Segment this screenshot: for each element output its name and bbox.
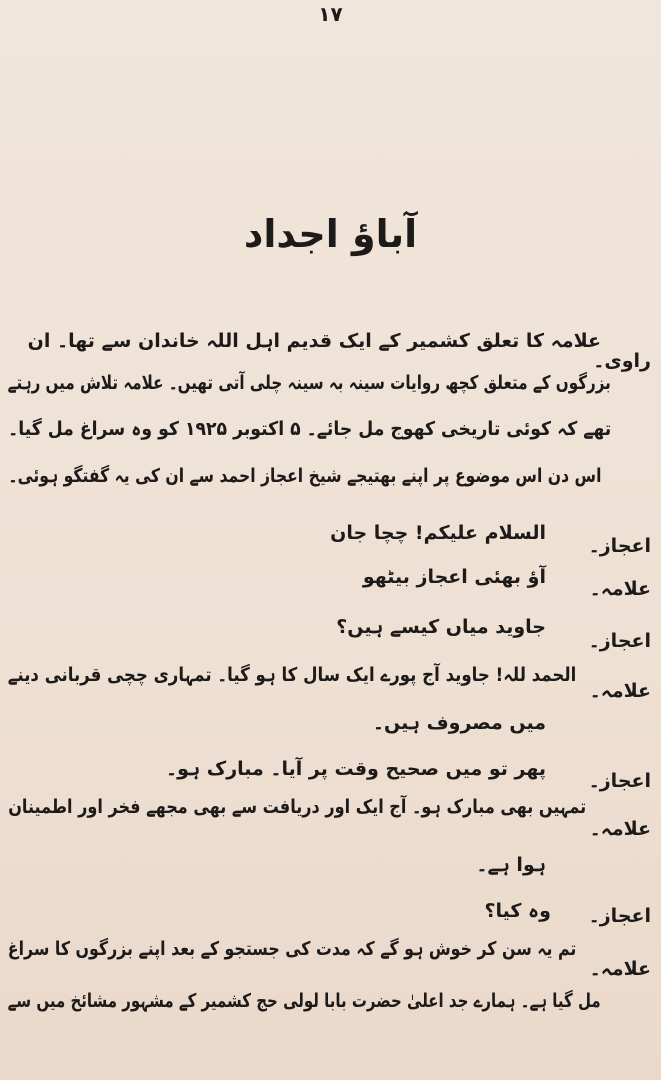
speaker-label: علامہ۔ — [589, 818, 651, 840]
page-number: ۱۷ — [318, 2, 343, 26]
speaker-label: اعجاز۔ — [588, 630, 651, 652]
dialogue-line: تم یہ سن کر خوش ہو گے کہ مدت کی جستجو کے بعد اپنے بزرگوں کا سراغ — [7, 938, 576, 960]
intro-line-4: اس دن اس موضوع پر اپنے بھتیجے شیخ اعجاز احمد سے ان کی یہ گفتگو ہوئی۔ — [7, 465, 601, 487]
dialogue-line: تمہیں بھی مبارک ہو۔ آج ایک اور دریافت سے بھی مجھے فخر اور اطمینان — [8, 796, 586, 818]
dialogue-line: میں مصروف ہیں۔ — [372, 712, 546, 734]
intro-line-3: تھے کہ کوئی تاریخی کھوج مل جائے۔ ۵ اکتوبر ۱۹۲۵ کو وہ سراغ مل گیا۔ — [7, 418, 611, 440]
dialogue-line: جاوید میاں کیسے ہیں؟ — [336, 616, 546, 638]
dialogue-line: پھر تو میں صحیح وقت پر آیا۔ مبارک ہو۔ — [165, 758, 546, 780]
chapter-title: آباؤ اجداد — [243, 212, 418, 256]
dialogue-line: ہوا ہے۔ — [476, 854, 546, 876]
dialogue-line: وہ کیا؟ — [484, 900, 551, 922]
dialogue-line: مل گیا ہے۔ ہمارے جد اعلیٰ حضرت بابا لولی حج کشمیر کے مشہور مشائخ میں سے — [7, 990, 601, 1012]
speaker-label: علامہ۔ — [589, 578, 651, 600]
dialogue-line: الحمد للہ! جاوید آج پورے ایک سال کا ہو گیا۔ تمہاری چچی قربانی دینے — [7, 664, 576, 686]
intro-line-2: بزرگوں کے متعلق کچھ روایات سینہ بہ سینہ چلی آتی تھیں۔ علامہ تلاش میں رہتے — [7, 372, 611, 394]
dialogue-line: آؤ بھئی اعجاز بیٹھو — [362, 566, 546, 588]
speaker-label: علامہ۔ — [589, 958, 651, 980]
dialogue-line: السلام علیکم! چچا جان — [330, 522, 546, 544]
speaker-label: اعجاز۔ — [588, 770, 651, 792]
intro-line-1: علامہ کا تعلق کشمیر کے ایک قدیم اہل اللہ خاندان سے تھا۔ ان — [27, 330, 601, 352]
speaker-label: علامہ۔ — [589, 680, 651, 702]
speaker-label: اعجاز۔ — [588, 535, 651, 557]
speaker-label: اعجاز۔ — [588, 905, 651, 927]
narrator-label: راوی۔ — [593, 350, 651, 372]
